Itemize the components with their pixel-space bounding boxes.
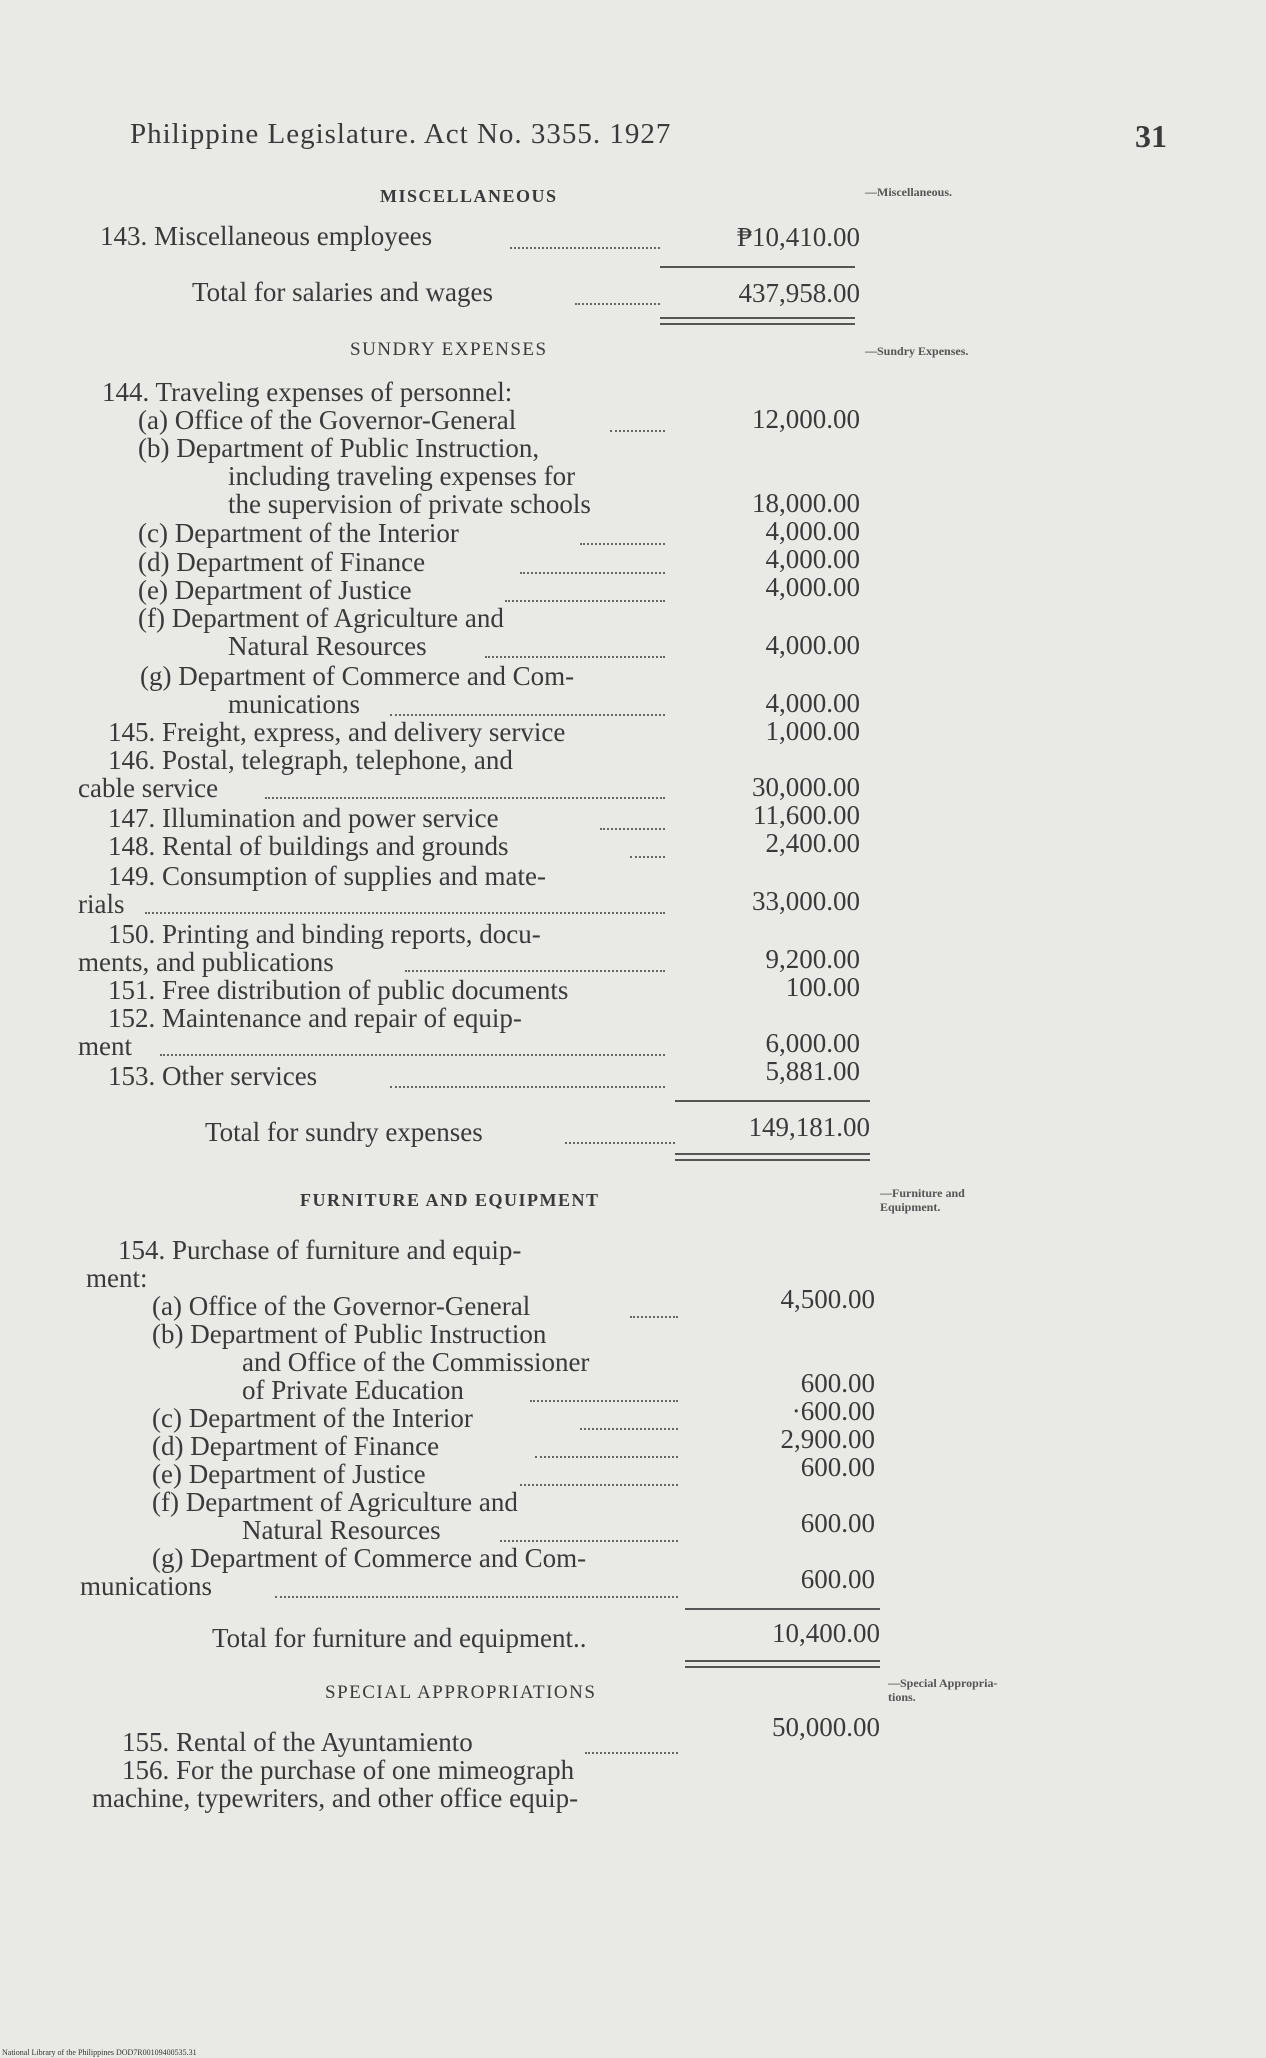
line-item-151: 151. Free distribution of public documents: [108, 975, 569, 1005]
line-item-144e: (e) Department of Justice: [138, 575, 412, 605]
leader-dots: [265, 797, 665, 799]
leader-dots: [160, 1054, 665, 1056]
section-heading-furniture: FURNITURE AND EQUIPMENT: [300, 1190, 600, 1210]
leader-dots: [520, 572, 665, 574]
line-item-144a: (a) Office of the Governor-General: [138, 405, 517, 435]
amount-154b: 600.00: [800, 1368, 875, 1398]
leader-dots: [500, 1540, 678, 1542]
total-salaries: 437,958.00: [738, 278, 860, 308]
leader-dots: [580, 543, 665, 545]
margin-note-special-line1: —Special Appropria-: [888, 1676, 998, 1690]
leader-dots: [575, 303, 660, 305]
line-item-154f: (f) Department of Agriculture and: [152, 1487, 518, 1517]
leader-dots: [585, 1752, 678, 1754]
line-item-154g: (g) Department of Commerce and Com-: [152, 1543, 587, 1573]
line-item-154-cont: ment:: [86, 1263, 148, 1293]
amount-154a: 4,500.00: [780, 1284, 875, 1314]
margin-note-furniture-line1: —Furniture and: [880, 1186, 965, 1200]
line-item-144g: (g) Department of Commerce and Com-: [140, 661, 575, 691]
double-rule: [675, 1153, 870, 1161]
amount-154d: 2,900.00: [780, 1424, 875, 1454]
double-rule: [660, 317, 855, 325]
line-item-154c: (c) Department of the Interior: [152, 1403, 473, 1433]
line-item-152-cont: ment: [78, 1031, 132, 1061]
section-heading-sundry: SUNDRY EXPENSES: [350, 339, 548, 360]
rule: [660, 266, 855, 268]
line-item-154b: (b) Department of Public Instruction: [152, 1319, 547, 1349]
line-item-149-cont: rials: [78, 889, 125, 919]
leader-dots: [600, 828, 665, 830]
amount-144e: 4,000.00: [765, 572, 860, 602]
amount-151: 100.00: [785, 972, 860, 1002]
leader-dots: [405, 970, 665, 972]
amount-145: 1,000.00: [765, 716, 860, 746]
leader-dots: [145, 912, 665, 914]
amount-144c: 4,000.00: [765, 516, 860, 546]
scan-footer: National Library of the Philippines DOD7R00109400535.31: [2, 2048, 197, 2057]
leader-dots: [580, 1428, 678, 1430]
amount-154g: 600.00: [800, 1564, 875, 1594]
line-item-149: 149. Consumption of supplies and mate-: [108, 861, 546, 891]
line-item-153: 153. Other services: [108, 1061, 318, 1091]
total-label-salaries: Total for salaries and wages: [192, 277, 493, 307]
amount-148: 2,400.00: [765, 828, 860, 858]
line-item-154g-cont: munications: [80, 1571, 212, 1601]
line-item-150-cont: ments, and publications: [78, 947, 334, 977]
line-item-145: 145. Freight, express, and delivery service: [108, 717, 566, 747]
line-item-154a: (a) Office of the Governor-General: [152, 1291, 531, 1321]
line-item-148: 148. Rental of buildings and grounds: [108, 831, 509, 861]
leader-dots: [565, 1142, 675, 1144]
line-item-150: 150. Printing and binding reports, docu-: [108, 919, 541, 949]
total-sundry: 149,181.00: [748, 1112, 870, 1142]
total-label-furniture: Total for furniture and equipment..: [212, 1623, 587, 1653]
line-item-154: 154. Purchase of furniture and equip-: [118, 1235, 522, 1265]
line-item-144d: (d) Department of Finance: [138, 547, 426, 577]
total-furniture: 10,400.00: [772, 1618, 880, 1648]
line-item-147: 147. Illumination and power service: [108, 803, 499, 833]
line-item-144b-cont: the supervision of private schools: [228, 489, 591, 519]
amount-144f: 4,000.00: [765, 630, 860, 660]
amount-144d: 4,000.00: [765, 544, 860, 574]
margin-note-furniture: [880, 1186, 1080, 1214]
line-item-156-cont: machine, typewriters, and other office equip-: [92, 1783, 579, 1813]
amount-155: 50,000.00: [772, 1712, 880, 1742]
line-item-156: 156. For the purchase of one mimeograph: [122, 1755, 575, 1785]
double-rule: [685, 1660, 880, 1668]
amount-144g: 4,000.00: [765, 688, 860, 718]
line-item-144f-cont: Natural Resources: [228, 631, 427, 661]
leader-dots: [510, 247, 660, 249]
line-item-143: 143. Miscellaneous employees: [100, 221, 433, 251]
rule: [675, 1100, 870, 1102]
page-number: 31: [1135, 118, 1167, 154]
line-item-144f: (f) Department of Agriculture and: [138, 603, 504, 633]
leader-dots: [520, 1484, 678, 1486]
running-header: Philippine Legislature. Act No. 3355. 1927: [130, 118, 672, 150]
line-item-155: 155. Rental of the Ayuntamiento: [122, 1727, 473, 1757]
amount-146: 30,000.00: [752, 772, 860, 802]
line-item-144b: (b) Department of Public Instruction,: [138, 433, 540, 463]
margin-note-miscellaneous: —Miscellaneous.: [865, 185, 952, 199]
amount-147: 11,600.00: [753, 800, 860, 830]
line-item-154d: (d) Department of Finance: [152, 1431, 440, 1461]
margin-note-special: [888, 1676, 1088, 1704]
line-item-144g-cont: munications: [228, 689, 360, 719]
amount-149: 33,000.00: [752, 886, 860, 916]
line-item-146-cont: cable service: [78, 773, 219, 803]
leader-dots: [530, 1400, 678, 1402]
total-label-sundry: Total for sundry expenses: [205, 1117, 483, 1147]
line-item-144c: (c) Department of the Interior: [138, 518, 459, 548]
line-item-144b-cont: including traveling expenses for: [228, 461, 576, 491]
amount-143: ₱10,410.00: [736, 222, 860, 252]
margin-note-special-line2: tions.: [888, 1690, 916, 1704]
leader-dots: [630, 856, 665, 858]
amount-154f: 600.00: [800, 1508, 875, 1538]
margin-note-sundry: —Sundry Expenses.: [865, 344, 969, 358]
line-item-154e: (e) Department of Justice: [152, 1459, 426, 1489]
amount-150: 9,200.00: [765, 944, 860, 974]
leader-dots: [505, 600, 665, 602]
margin-note-furniture-line2: Equipment.: [880, 1200, 941, 1214]
line-item-154b-cont: and Office of the Commissioner: [242, 1347, 590, 1377]
line-item-146: 146. Postal, telegraph, telephone, and: [108, 745, 513, 775]
leader-dots: [275, 1596, 678, 1598]
amount-153: 5,881.00: [765, 1056, 860, 1086]
leader-dots: [390, 1086, 665, 1088]
line-item-152: 152. Maintenance and repair of equip-: [108, 1003, 522, 1033]
amount-154c: ·600.00: [791, 1396, 875, 1426]
amount-144b: 18,000.00: [752, 488, 860, 518]
section-heading-miscellaneous: MISCELLANEOUS: [380, 186, 558, 206]
line-item-144: 144. Traveling expenses of personnel:: [102, 377, 513, 407]
leader-dots: [485, 656, 665, 658]
line-item-154f-cont: Natural Resources: [242, 1515, 441, 1545]
section-heading-special: SPECIAL APPROPRIATIONS: [325, 1682, 597, 1703]
rule: [685, 1608, 880, 1610]
line-item-154b-cont: of Private Education: [242, 1375, 464, 1405]
amount-152: 6,000.00: [765, 1028, 860, 1058]
amount-144a: 12,000.00: [752, 404, 860, 434]
leader-dots: [610, 430, 665, 432]
amount-154e: 600.00: [800, 1452, 875, 1482]
leader-dots: [390, 714, 665, 716]
leader-dots: [630, 1316, 678, 1318]
leader-dots: [535, 1456, 678, 1458]
